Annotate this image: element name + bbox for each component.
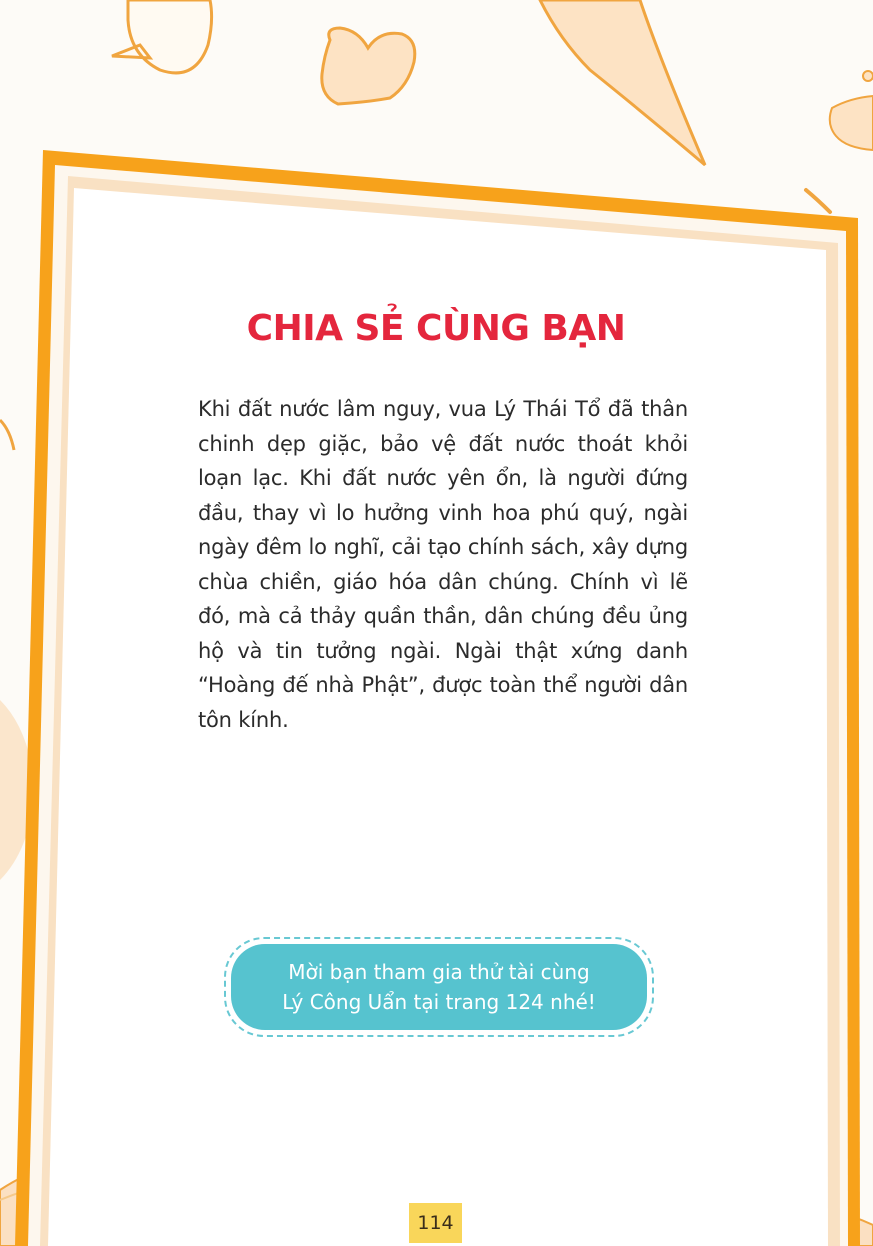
page-title: CHIA SẺ CÙNG BẠN (246, 308, 626, 349)
page-number: 114 (409, 1203, 462, 1243)
invite-banner (231, 944, 647, 1030)
content-area (96, 300, 776, 1200)
invite-text: Mời bạn tham gia thử tài cùng Lý Công Uẩn tại trang 124 nhé! (282, 960, 596, 1014)
body-paragraph: Khi đất nước lâm nguy, vua Lý Thái Tổ đã thân chinh dẹp giặc, bảo vệ đất nước thoát khỏi loạn lạc. Khi đất nước yên ổn, là người đứng đầu, thay vì lo hưởng vinh hoa phú quý, ngài ngày đêm lo nghĩ, cải tạo chính sách, xây dựng chùa chiền, giáo hóa dân chúng. Chính vì lẽ đó, mà cả thảy quần thần, dân chúng đều ủng hộ và tin tưởng ngài. Ngài thật xứng danh “Hoàng đế nhà Phật”, được toàn thể người dân tôn kính. (198, 397, 688, 732)
